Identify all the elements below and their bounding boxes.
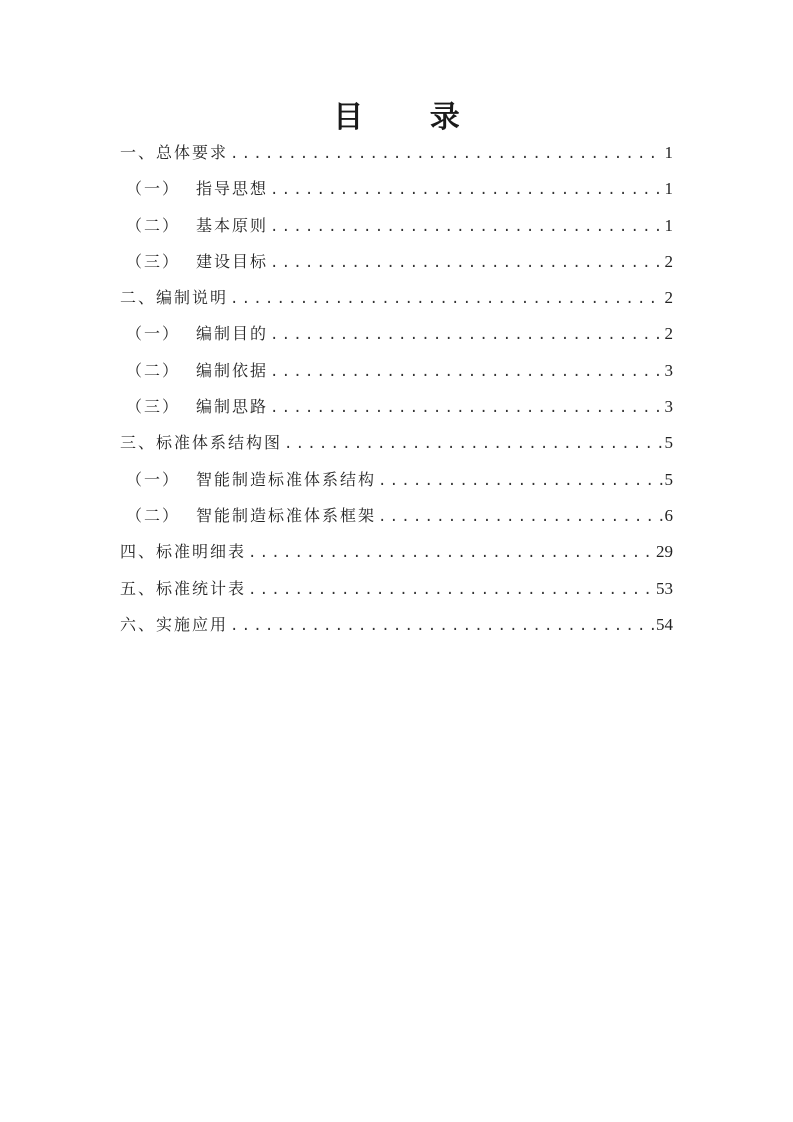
toc-leader-dots [230,282,662,316]
toc-entry-number: （二） [126,505,181,525]
toc-page-number: 6 [664,505,673,525]
toc-page-number: 3 [664,360,673,380]
toc-entry-text: 二、编制说明 [120,288,229,308]
toc-leader-dots [270,355,662,389]
toc-entry-number: （三） [126,251,181,271]
toc-page-number: 2 [664,288,673,308]
toc-entry[interactable] [120,245,673,281]
table-of-contents [120,136,673,644]
toc-entry-number: （一） [126,469,181,489]
toc-leader-dots [270,318,662,352]
toc-entry-text: 指导思想 [196,179,269,199]
toc-leader-dots [248,573,654,607]
toc-entry-number: （二） [126,215,181,235]
toc-page-number: 1 [664,179,673,199]
toc-entry[interactable] [120,390,673,426]
toc-page-number: 2 [664,251,673,271]
toc-entry[interactable] [120,426,673,462]
toc-entry[interactable] [120,354,673,390]
toc-entry[interactable] [120,535,673,571]
toc-entry[interactable] [120,499,673,535]
toc-entry-text: 智能制造标准体系框架 [196,505,377,525]
toc-leader-dots [270,173,662,207]
toc-entry-number: （二） [126,360,181,380]
toc-entry[interactable] [120,608,673,644]
toc-leader-dots [230,137,662,171]
toc-entry-text: 六、实施应用 [120,614,229,634]
toc-leader-dots [270,246,662,280]
toc-entry[interactable] [120,281,673,317]
toc-page-number: 5 [664,433,673,453]
toc-page-number: 3 [664,397,673,417]
toc-leader-dots [270,391,662,425]
toc-leader-dots [230,609,654,643]
toc-page-number: 29 [656,542,673,562]
toc-entry[interactable] [120,463,673,499]
toc-page-number: 1 [664,143,673,162]
toc-entry[interactable] [120,209,673,245]
toc-page-number: 5 [664,469,673,489]
toc-leader-dots [270,210,662,244]
toc-entry-text: 编制思路 [196,397,269,417]
toc-page-number: 53 [656,578,673,598]
toc-entry-text: 五、标准统计表 [120,578,247,598]
toc-leader-dots [248,536,654,570]
toc-entry[interactable] [120,136,673,172]
toc-entry-text: 三、标准体系结构图 [120,433,283,453]
toc-page-number: 2 [664,324,673,344]
toc-leader-dots [378,464,662,498]
toc-leader-dots [378,500,662,534]
toc-entry-text: 一、总体要求 [120,143,229,162]
toc-entry-text: 建设目标 [196,251,269,271]
toc-entry-text: 智能制造标准体系结构 [196,469,377,489]
toc-entry-number: （三） [126,397,181,417]
toc-entry-number: （一） [126,324,181,344]
toc-entry[interactable] [120,572,673,608]
toc-entry-text: 四、标准明细表 [120,542,247,562]
toc-entry[interactable] [120,172,673,208]
toc-entry-text: 编制目的 [196,324,269,344]
toc-leader-dots [284,427,662,461]
toc-entry-text: 编制依据 [196,360,269,380]
toc-entry-number: （一） [126,179,181,199]
toc-entry-text: 基本原则 [196,215,269,235]
toc-page-number: 1 [664,215,673,235]
toc-entry[interactable] [120,317,673,353]
toc-title: 目 录 [333,100,488,135]
toc-page-number: 54 [656,614,673,634]
